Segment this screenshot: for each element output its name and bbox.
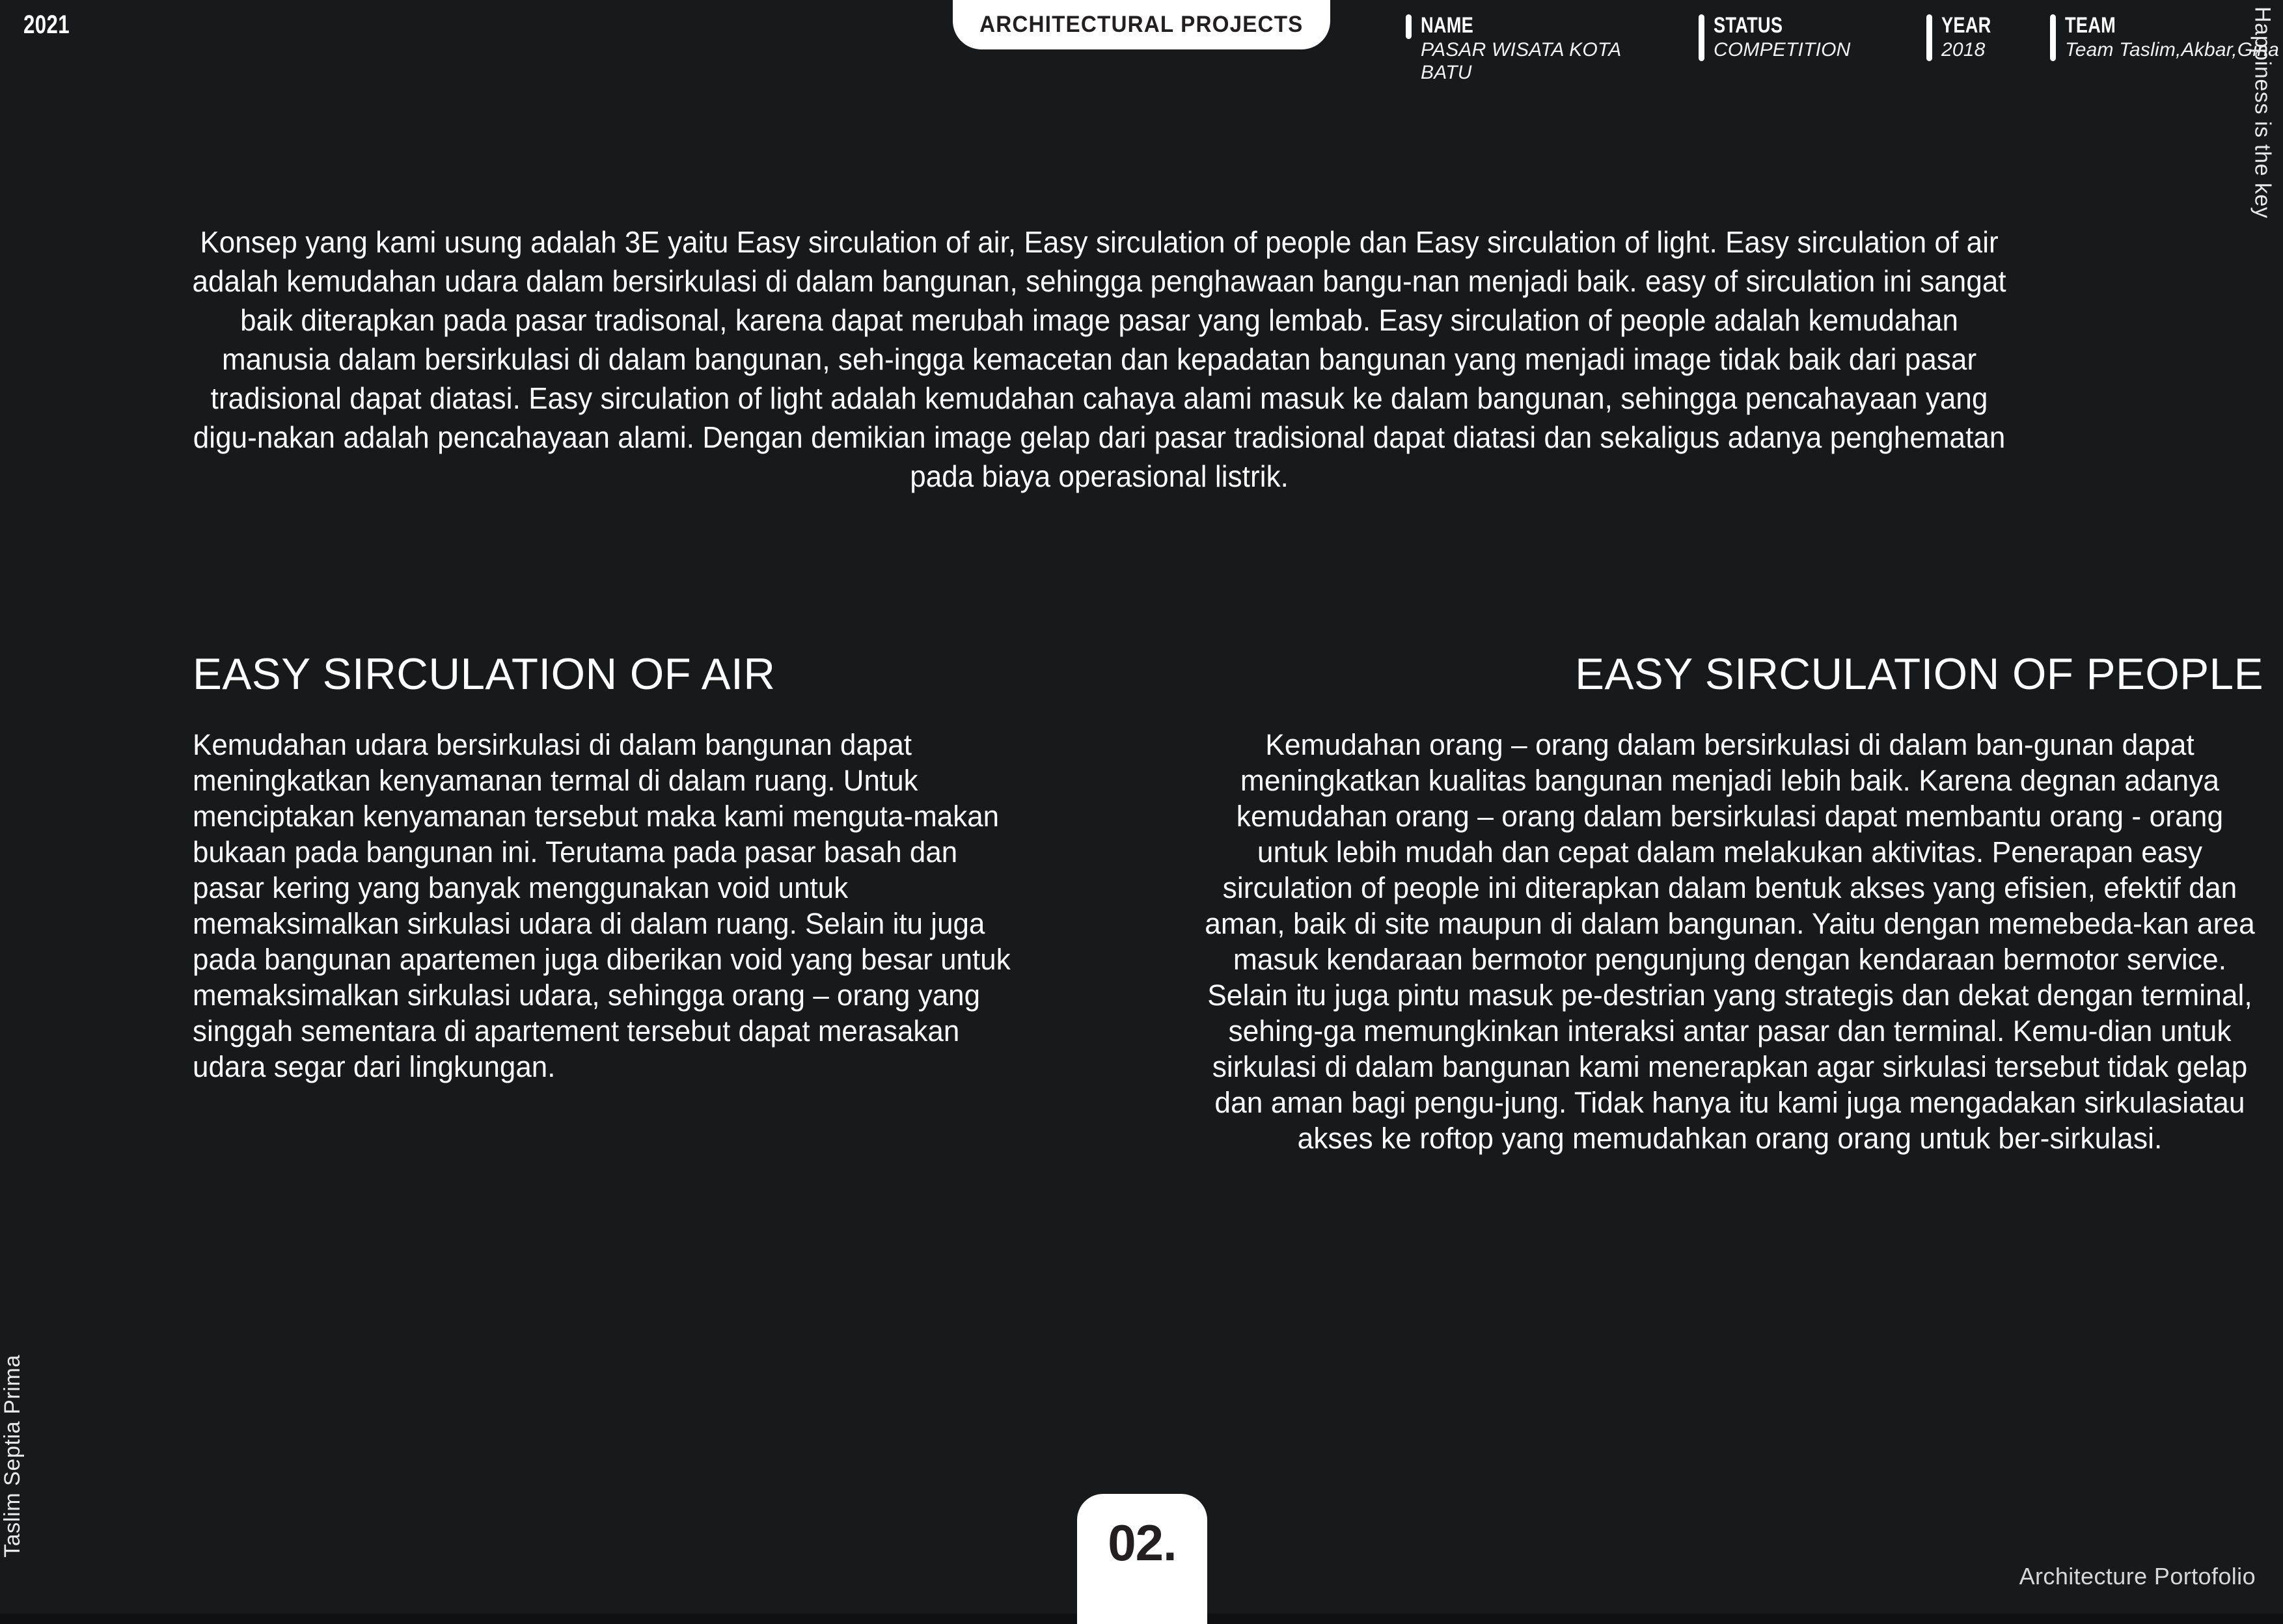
meta-text-status: [1714, 14, 1851, 61]
meta-label-name: NAME: [1421, 13, 1474, 38]
side-tagline-right: [2243, 7, 2282, 306]
meta-block-name: [1406, 14, 1635, 84]
page-number-badge: [1077, 1494, 1207, 1624]
column-right-heading: EASY SIRCULATION OF PEOPLE: [1575, 649, 2263, 699]
intro-paragraph: Konsep yang kami usung adalah 3E yaitu Easy sirculation of air, Easy sirculation of people dan Easy sirculation of light. Easy sirculation of air adalah kemudahan udara dalam bersirkulasi di dalam bangunan, sehingga penghawaan bangu-nan menjadi baik. easy of sirculation ini sangat baik diterapkan pada pasar tradisonal, karena dapat merubah image pasar yang lembab. Easy sirculation of people adalah kemudahan manusia dalam bersirkulasi di dalam bangunan, seh-ingga kemacetan dan kepadatan bangunan yang menjadi image tidak baik dari pasar tradisional dapat diatasi. Easy sirculation of light adalah kemudahan cahaya alami masuk ke dalam bangunan, sehingga pencahayaan yang digu-nakan adalah pencahayaan alami. Dengan demikian image gelap dari pasar tradisional dapat diatasi dan sekaligus adanya penghematan pada biaya operasional listrik.: [192, 225, 2006, 493]
meta-value-team: Team Taslim,Akbar,Gina: [2065, 39, 2279, 61]
architectural-projects-badge: [953, 0, 1330, 49]
meta-bar-icon: [1926, 14, 1932, 61]
meta-value-name: PASAR WISATA KOTA BATU: [1421, 39, 1621, 83]
column-easy-sirculation-of-air: [193, 651, 1052, 1114]
meta-value-status: COMPETITION: [1714, 39, 1851, 61]
column-left-heading: EASY SIRCULATION OF AIR: [193, 649, 776, 699]
architectural-projects-badge-label: ARCHITECTURAL PROJECTS: [979, 12, 1304, 37]
column-left-body: Kemudahan udara bersirkulasi di dalam bangunan dapat meningkatkan kenyamanan termal di dalam ruang. Untuk menciptakan kenyamanan tersebut maka kami menguta-makan bukaan pada bangunan ini. Terutama pada pasar basah dan pasar kering yang banyak menggunakan void untuk memaksimalkan sirkulasi udara di dalam ruang. Selain itu juga pada bangunan apartemen juga diberikan void yang besar untuk memaksimalkan sirkulasi udara, sehingga orang – orang yang singgah sementara di apartement tersebut dapat merasakan udara segar dari lingkungan.: [193, 728, 1011, 1083]
side-tagline-right-text: Happiness is the key: [2250, 7, 2275, 219]
side-author-left: [0, 1232, 42, 1558]
meta-text-year: [1941, 14, 2004, 61]
meta-label-year: YEAR: [1941, 13, 1991, 38]
meta-bar-icon: [2050, 14, 2056, 61]
meta-label-team: TEAM: [2065, 13, 2116, 38]
meta-bar-icon: [1406, 14, 1412, 39]
meta-block-year: [1926, 14, 2004, 61]
year-label: 2021: [23, 10, 70, 39]
side-author-left-text: Taslim Septia Prima: [0, 1355, 25, 1558]
meta-block-status: [1699, 14, 1851, 61]
page-number-label: 02.: [1108, 1514, 1177, 1571]
column-easy-sirculation-of-people: [1196, 651, 2263, 1185]
portfolio-label: Architecture Portofolio: [2019, 1563, 2256, 1590]
meta-bar-icon: [1699, 14, 1704, 61]
meta-text-name: [1421, 14, 1635, 84]
meta-value-year: 2018: [1941, 39, 1986, 61]
meta-label-status: STATUS: [1714, 13, 1783, 38]
column-right-body: Kemudahan orang – orang dalam bersirkulasi di dalam ban-gunan dapat meningkatkan kualitas bangunan menjadi lebih baik. Karena degnan adanya kemudahan orang – orang dalam bersirkulasi dapat membantu orang - orang untuk lebih mudah dan cepat dalam melakukan aktivitas. Penerapan easy sirculation of people ini diterapkan dalam bentuk akses yang efisien, efektif dan aman, baik di site maupun di dalam bangunan. Yaitu dengan memebeda-kan area masuk kendaraan bermotor pengunjung dengan kendaraan bermotor service. Selain itu juga pintu masuk pe-destrian yang strategis dan dekat dengan terminal, sehing-ga memungkinkan interaksi antar pasar dan terminal. Kemu-dian untuk sirkulasi di dalam bangunan kami menerapkan agar sirkulasi tersebut tidak gelap dan aman bagi pengu-jung. Tidak hanya itu kami juga mengadakan sirkulasiatau akses ke roftop yang memudahkan orang orang untuk ber-sirkulasi.: [1205, 728, 2255, 1155]
